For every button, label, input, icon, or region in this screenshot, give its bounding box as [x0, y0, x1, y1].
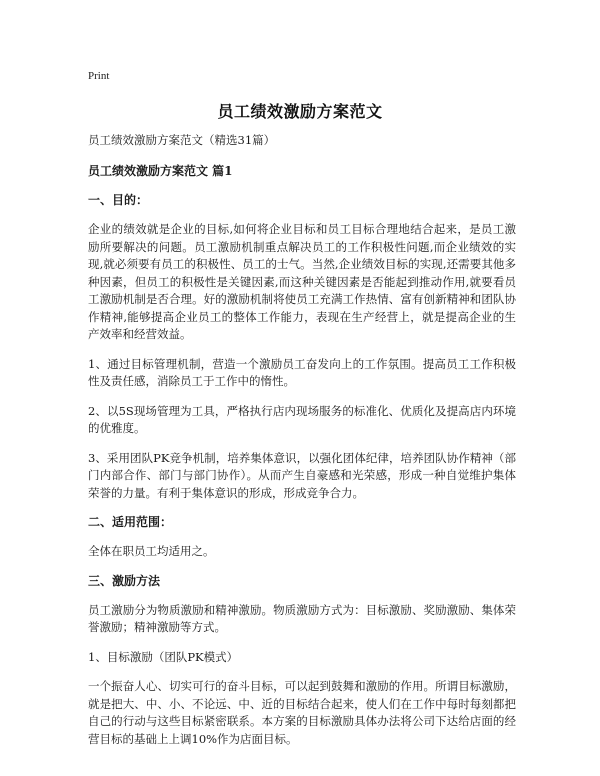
paragraph-purpose: 企业的绩效就是企业的目标,如何将企业目标和员工目标合理地结合起来，是员工激励所要解决的问题。员工激励机制重点解决员工的工作积极性问题,而企业绩效的实现,就必须要有员工的积极性、员工的士气。当然,企业绩效目标的实现,还需要其他多种因素，但员工的积极性是关键因素,而这种关键因素是否能起到推动作用,就要看员工激励机制是否合理。好的激励机制将使员工充满工作热情、富有创新精神和团队协作精神,能够提高企业员工的整体工作能力，表现在生产经营上，就是提高企业的生产效率和经营效益。 [88, 222, 516, 341]
document-body [88, 132, 516, 760]
heading-scope: 二、适用范围： [88, 515, 173, 529]
paragraph-scope: 全体在职员工均适用之。 [88, 544, 215, 558]
paragraph-target-incentive: 一个振奋人心、切实可行的奋斗目标，可以起到鼓舞和激励的作用。所谓目标激励，就是把大、中、小、不论远、中、近的目标结合起来，使人们在工作中每时每刻都把自己的行动与这些目标紧密联系。本方案的目标激励具体办法将公司下达给店面的经营目标的基础上上调10%作为店面目标。 [88, 679, 516, 746]
heading-methods: 三、激励方法 [88, 573, 161, 588]
section-title: 员工绩效激励方案范文 篇1 [88, 164, 233, 178]
paragraph-item-2: 2、以5S现场管理为工具，严格执行店内现场服务的标准化、优质化及提高店内环境的优雅度。 [88, 403, 516, 435]
paragraph-item-1: 1、通过目标管理机制，营造一个激励员工奋发向上的工作氛围。提高员工工作积极性及责任感，消除员工于工作中的惰性。 [88, 356, 516, 388]
paragraph-target-incentive-title: 1、目标激励（团队PK模式） [88, 649, 239, 664]
paragraph-item-3: 3、采用团队PK竞争机制，培养集体意识，以强化团体纪律，培养团队协作精神（部门内部合作、部门与部门协作）。从而产生自豪感和光荣感，形成一种自觉维护集体荣誉的力量。有利于集体意识的形成，形成竞争合力。 [88, 450, 516, 500]
document-subtitle: 员工绩效激励方案范文（精选31篇） [88, 133, 276, 147]
heading-purpose: 一、目的： [88, 193, 149, 207]
paragraph-methods: 员工激励分为物质激励和精神激励。物质激励方式为：目标激励、奖励激励、集体荣誉激励；精神激励等方式。 [88, 602, 516, 634]
document-title: 员工绩效激励方案范文 [217, 102, 383, 121]
print-label: Print [88, 70, 110, 82]
